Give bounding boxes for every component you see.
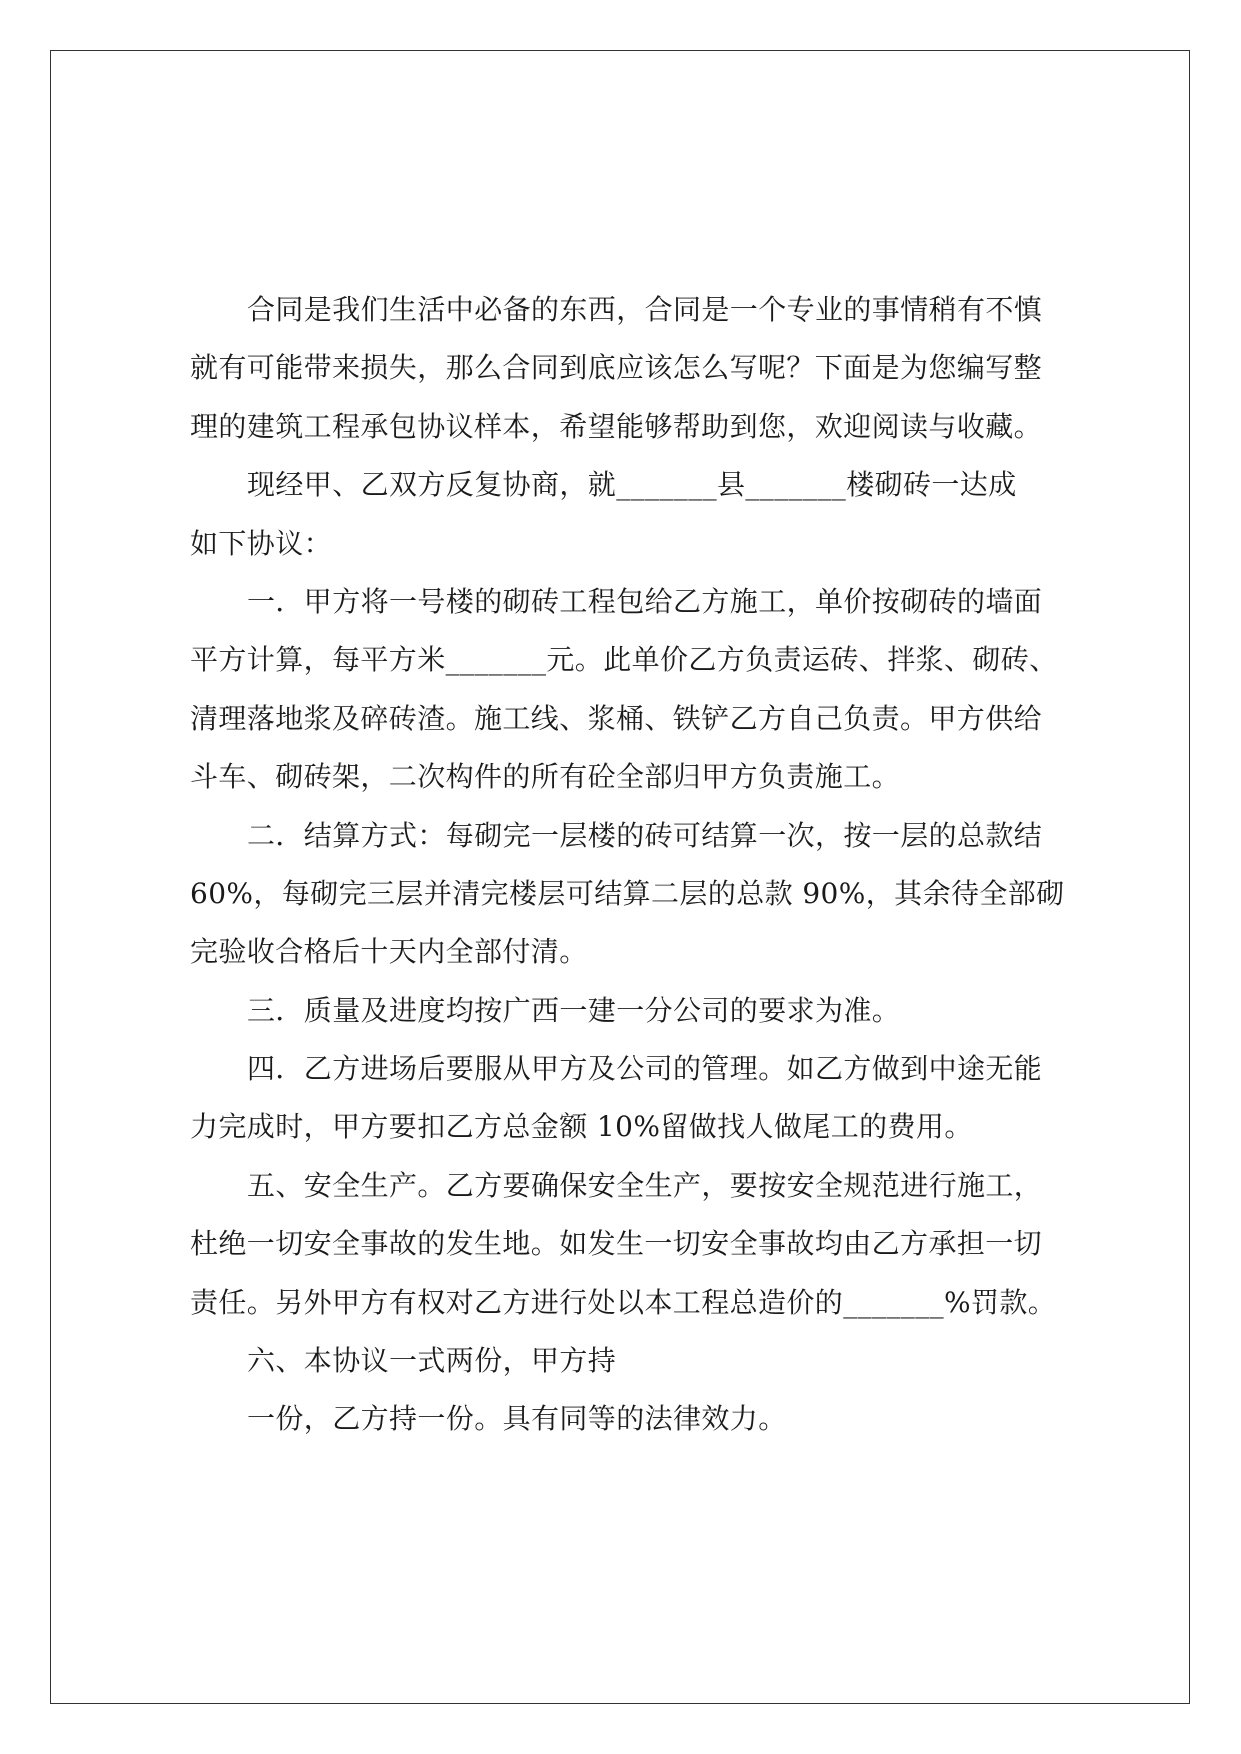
paragraph-line: 理的建筑工程承包协议样本，希望能够帮助到您，欢迎阅读与收藏。 xyxy=(190,409,1043,443)
clause-2-line: 二．结算方式：每砌完一层楼的砖可结算一次，按一层的总款结 xyxy=(247,818,1043,852)
clause-5-line: 杜绝一切安全事故的发生地。如发生一切安全事故均由乙方承担一切 xyxy=(190,1227,1043,1261)
clause-5-line: 五、安全生产。乙方要确保安全生产，要按安全规范进行施工， xyxy=(247,1168,1043,1202)
clause-1-line: 一．甲方将一号楼的砌砖工程包给乙方施工，单价按砌砖的墙面 xyxy=(247,584,1043,618)
clause-2-line: 60%，每砌完三层并清完楼层可结算二层的总款 90%，其余待全部砌 xyxy=(190,876,1065,910)
document-body xyxy=(190,281,1070,1449)
clause-1-line: 清理落地浆及碎砖渣。施工线、浆桶、铁铲乙方自己负责。甲方供给 xyxy=(190,701,1043,735)
paragraph-line: 如下协议： xyxy=(190,526,333,560)
clause-6-line: 六、本协议一式两份，甲方持 xyxy=(247,1344,617,1378)
paragraph-line: 合同是我们生活中必备的东西，合同是一个专业的事情稍有不慎 xyxy=(247,293,1043,326)
paragraph-line: 现经甲、乙双方反复协商，就_______县_______楼砌砖一达成 xyxy=(247,468,1017,502)
clause-4-line: 力完成时，甲方要扣乙方总金额 10%留做找人做尾工的费用。 xyxy=(190,1110,973,1144)
clause-1-line: 平方计算，每平方米_______元。此单价乙方负责运砖、拌浆、砌砖、 xyxy=(190,643,1058,677)
clause-3-line: 三．质量及进度均按广西一建一分公司的要求为准。 xyxy=(247,993,901,1027)
clause-6-line: 一份，乙方持一份。具有同等的法律效力。 xyxy=(247,1402,787,1436)
clause-4-line: 四．乙方进场后要服从甲方及公司的管理。如乙方做到中途无能 xyxy=(247,1052,1043,1086)
clause-5-line: 责任。另外甲方有权对乙方进行处以本工程总造价的_______%罚款。 xyxy=(190,1285,1057,1319)
clause-1-line: 斗车、砌砖架，二次构件的所有砼全部归甲方负责施工。 xyxy=(190,760,901,794)
paragraph-line: 就有可能带来损失，那么合同到底应该怎么写呢？下面是为您编写整 xyxy=(190,351,1043,385)
clause-2-line: 完验收合格后十天内全部付清。 xyxy=(190,935,588,969)
